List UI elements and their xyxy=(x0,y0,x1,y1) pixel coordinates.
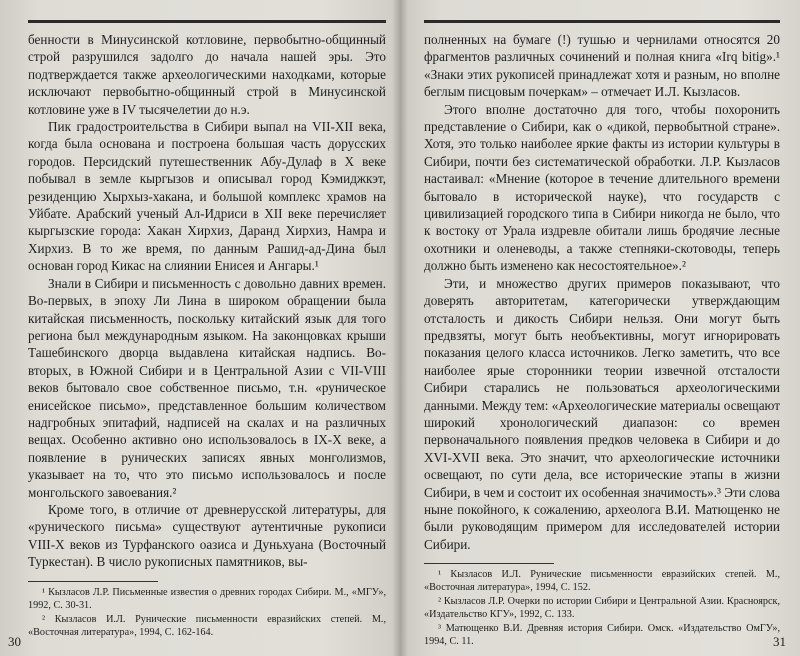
footnote: ³ Матющенко В.И. Древняя история Сибири. Омск. «Издательство ОмГУ», 1994, С. 11. xyxy=(424,623,780,648)
header-rule xyxy=(28,20,386,23)
body-text xyxy=(424,31,780,553)
footnote: ¹ Кызласов Л.Р. Письменные известия о древних городах Сибири. М., «МГУ», 1992, С. 30-31. xyxy=(28,586,386,611)
page-number: 30 xyxy=(8,634,21,649)
footnote-rule xyxy=(28,581,158,582)
paragraph: бенности в Минусинской котловине, первобытно-общинный строй разрушился задолго до начала нашей эры. Это подтверждается также археологическими находками, которые исключают первобытно-общинный строй в Минусинской котловине уже в IV тысячелетии до н.э. xyxy=(28,32,386,117)
body-text xyxy=(28,31,386,571)
right-page xyxy=(400,0,800,656)
footnotes xyxy=(28,586,386,639)
footnote-rule xyxy=(424,563,554,564)
paragraph: Эти, и множество других примеров показывают, что доверять авторитетам, категорически утверждающим отсталость и дикость Сибири нельзя. Они могут быть предвзяты, могут быть необъективны, могут игнорировать показания целого класса источников. Легко заметить, что все наиболее ярые сторонники теории извечной отсталости Сибири старались не пользоваться археологическими данными. Между тем: «Археологические материалы освещают широкий хронологический диапазон: со времен первоначального появления предков человека в Сибири и до XVI-XVII века. Это значит, что археологические источники освещают, по сути дела, все исторические этапы в жизни Сибири, в чем и состоит их особенная значимость».³ Эти слова ныне покойного, к сожалению, археолога В.И. Матющенко не были руководящим примером для исследователей истории Сибири. xyxy=(424,275,780,552)
footnote: ¹ Кызласов И.Л. Рунические письменности евразийских степей. М., «Восточная литература», 1994, С. 152. xyxy=(424,569,780,594)
book-gutter xyxy=(392,0,408,656)
footnote: ² Кызласов И.Л. Рунические письменности евразийских степей. М., «Восточная литература», 1994, С. 162-164. xyxy=(28,613,386,638)
header-rule xyxy=(424,20,780,23)
footnote: ² Кызласов Л.Р. Очерки по истории Сибири и Центральной Азии. Красноярск, «Издательство КГУ», 1992, С. 133. xyxy=(424,596,780,621)
paragraph: Кроме того, в отличие от древнерусской литературы, для «рунического письма» существуют аутентичные рукописи VIII-X веков из Турфанского оазиса и Дуньхуана (Восточный Туркестан). В число рукописных памятников, вы- xyxy=(28,501,386,570)
paragraph: Пик градостроительства в Сибири выпал на VII-XII века, когда была основана и построена большая часть дорусских городов. Персидский путешественник Абу-Дулаф в X веке побывал в земле кыргызов и описывал город Кэмиджкэт, резиденцию Хырхыз-хакана, и большой комплекс храмов на Уйбате. Арабский ученый Ал-Идриси в XII веке перечисляет кыргызские города: Хакан Хирхиз, Даранд Хирхиз, Намра и Хирхиз. В то же время, по данным Рашид-ад-Дина был основан город Кикас на слиянии Енисея и Ангары.¹ xyxy=(28,119,386,274)
page-number: 31 xyxy=(773,634,786,649)
paragraph: Знали в Сибири и письменность с довольно давних времен. Во-первых, в эпоху Ли Лина в широком обращении была китайская письменность, поскольку китайский язык для того региона был международным языком. На законцовках крыши Ташебинского дворца выдавлена китайская надпись. Во-вторых, в Южной Сибири и в Центральной Азии с VII-VIII веков бытовало свое собственное письмо, т.н. «руническое енисейское письмо», представленное большим количеством надгробных эпитафий, надписей на скалах и на различных вещах. Особенно активно оно использовалось в IX-X веке, а появление в рунических записях явных монголизмов, указывает на то, что это письмо использовалось и после монгольского завоевания.² xyxy=(28,275,386,500)
paragraph: полненных на бумаге (!) тушью и чернилами относятся 20 фрагментов различных сочинений и полная книга «Irq bitig».¹ «Знаки этих рукописей принадлежат хотя и разным, но вполне беглым писцовым почеркам» – отмечает И.Л. Кызласов. xyxy=(424,32,780,100)
footnotes xyxy=(424,568,780,648)
paragraph: Этого вполне достаточно для того, чтобы похоронить представление о Сибири, как о «дикой, первобытной стране». Хотя, это только наиболее яркие факты из истории культуры в Сибири, почти без систематической обработки. Л.Р. Кызласов настаивал: «Мнение (которое в течение длительного времени бытовало в исторической науке), что государств с цивилизацией городского типа в Сибири никогда не было, что к востоку от Урала издревле обитали лишь бродячие лесные охотники и оленеводы, а также степняки-скотоводы, теперь должно быть изменено как несостоятельное».² xyxy=(424,101,780,274)
